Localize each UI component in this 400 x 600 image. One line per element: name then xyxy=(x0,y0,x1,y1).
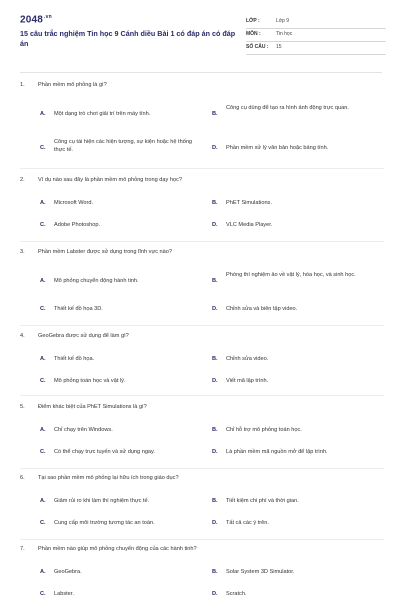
meta-row-class xyxy=(246,16,386,29)
option-letter: B. xyxy=(212,427,218,433)
option-letter: A. xyxy=(40,278,46,284)
meta-value: Tin học xyxy=(276,31,293,37)
question-separator xyxy=(20,325,384,326)
meta-value: Lớp 9 xyxy=(276,18,290,24)
option-letter: C. xyxy=(40,306,46,312)
option-text: Tiết kiệm chi phí và thời gian. xyxy=(226,498,299,504)
question-text xyxy=(20,546,197,552)
option-letter: C. xyxy=(40,591,46,597)
option-letter: A. xyxy=(40,498,46,504)
option-text: Phần mềm xử lý văn bản hoặc bảng tính. xyxy=(226,145,329,151)
question-number: 3. xyxy=(20,249,25,255)
site-logo[interactable] xyxy=(20,14,52,25)
meta-key: MÔN : xyxy=(246,31,261,37)
option-text: Adobe Photoshop. xyxy=(54,222,101,228)
document-meta xyxy=(246,16,386,55)
question-prompt: Tại sao phần mềm mô phỏng lại hữu ích trong giáo dục? xyxy=(38,475,179,481)
question-separator xyxy=(20,241,384,242)
option-text: Chỉ chạy trên Windows. xyxy=(54,427,113,433)
option-text: Một dạng trò chơi giải trí trên máy tính. xyxy=(54,111,151,117)
question-prompt: Điểm khác biệt của PhET Simulations là gì? xyxy=(38,404,147,410)
meta-value: 15 xyxy=(276,44,282,50)
question-separator xyxy=(20,168,384,169)
option-letter: A. xyxy=(40,427,46,433)
option-text: Mô phỏng chuyển động hành tinh. xyxy=(54,278,139,284)
question-number: 7. xyxy=(20,546,25,552)
option-text: Mô phỏng toán học và vật lý. xyxy=(54,378,126,384)
option-letter: A. xyxy=(40,356,46,362)
option-text: Microsoft Word. xyxy=(54,200,94,206)
option-letter: B. xyxy=(212,200,218,206)
option-letter: C. xyxy=(40,378,46,384)
question-text xyxy=(20,333,129,339)
question-prompt: Phần mềm Labster được sử dụng trong lĩnh vực nào? xyxy=(38,249,172,255)
option-text: Tất cả các ý trên. xyxy=(226,520,269,526)
option-letter: D. xyxy=(212,520,218,526)
logo-suffix: .vn xyxy=(44,14,52,20)
meta-row-subject xyxy=(246,29,386,42)
option-letter: A. xyxy=(40,111,46,117)
option-text: Phòng thí nghiệm ảo về vật lý, hóa học, và sinh học. xyxy=(226,272,356,278)
option-letter: D. xyxy=(212,306,218,312)
meta-key: SỐ CÂU : xyxy=(246,44,269,50)
question-number: 1. xyxy=(20,82,25,88)
question-separator xyxy=(20,539,384,540)
option-letter: D. xyxy=(212,222,218,228)
option-letter: A. xyxy=(40,200,46,206)
question-text xyxy=(20,249,172,255)
option-text: Có thể chạy trực tuyến và sử dụng ngay. xyxy=(54,449,155,455)
option-text: Chỉnh sửa video. xyxy=(226,356,269,362)
option-letter: C. xyxy=(40,449,46,455)
option-text: Solar System 3D Simulator. xyxy=(226,569,295,575)
option-text: Labster. xyxy=(54,591,74,597)
question-text xyxy=(20,475,179,481)
option-letter: B. xyxy=(212,278,218,284)
option-letter: B. xyxy=(212,111,218,117)
question-text xyxy=(20,82,107,88)
option-letter: B. xyxy=(212,569,218,575)
option-letter: A. xyxy=(40,569,46,575)
option-letter: C. xyxy=(40,520,46,526)
option-letter: D. xyxy=(212,145,218,151)
question-number: 4. xyxy=(20,333,25,339)
option-letter: B. xyxy=(212,356,218,362)
document-title: 15 câu trắc nghiệm Tin học 9 Cánh diều Bài 1 có đáp án có đáp án xyxy=(20,29,236,48)
meta-key: LỚP : xyxy=(246,18,260,24)
option-letter: D. xyxy=(212,378,218,384)
option-letter: B. xyxy=(212,498,218,504)
question-text xyxy=(20,177,182,183)
option-text: Công cụ tái hiện các hiện tượng, sự kiện hoặc hệ thống thực tế. xyxy=(54,139,193,153)
document-header xyxy=(20,14,386,66)
option-text: Chỉ hỗ trợ mô phỏng toán học. xyxy=(226,427,302,433)
question-separator xyxy=(20,395,384,396)
option-text: PhET Simulations. xyxy=(226,200,272,206)
question-separator xyxy=(20,468,384,469)
option-text: Giảm rủi ro khi làm thí nghiệm thực tế. xyxy=(54,498,150,504)
option-letter: C. xyxy=(40,222,46,228)
option-letter: D. xyxy=(212,591,218,597)
logo-text: 2048 xyxy=(20,14,44,26)
option-text: Thiết kế đồ họa 3D. xyxy=(54,306,103,312)
question-prompt: Phần mềm nào giúp mô phỏng chuyển động của các hành tinh? xyxy=(38,546,197,552)
meta-row-count xyxy=(246,42,386,55)
question-text xyxy=(20,404,147,410)
question-prompt: Phần mềm mô phỏng là gì? xyxy=(38,82,107,88)
option-letter: D. xyxy=(212,449,218,455)
option-text: Viết mã lập trình. xyxy=(226,378,269,384)
option-text: Thiết kế đồ họa. xyxy=(54,356,95,362)
question-number: 6. xyxy=(20,475,25,481)
question-prompt: GeoGebra được sử dụng để làm gì? xyxy=(38,333,129,339)
option-text: Cung cấp môi trường tương tác an toàn. xyxy=(54,520,155,526)
option-text: VLC Media Player. xyxy=(226,222,273,228)
option-text: Scratch. xyxy=(226,591,247,597)
option-text: Công cụ dùng để tạo ra hình ảnh động trực quan. xyxy=(226,105,349,111)
option-text: GeoGebra. xyxy=(54,569,82,575)
header-divider xyxy=(20,72,382,73)
question-number: 2. xyxy=(20,177,25,183)
option-letter: C. xyxy=(40,145,46,151)
question-prompt: Ví dụ nào sau đây là phần mềm mô phỏng trong dạy học? xyxy=(38,177,182,183)
option-text: Là phần mềm mã nguồn mở để lập trình. xyxy=(226,449,328,455)
question-number: 5. xyxy=(20,404,25,410)
option-text: Chỉnh sửa và biên tập video. xyxy=(226,306,298,312)
